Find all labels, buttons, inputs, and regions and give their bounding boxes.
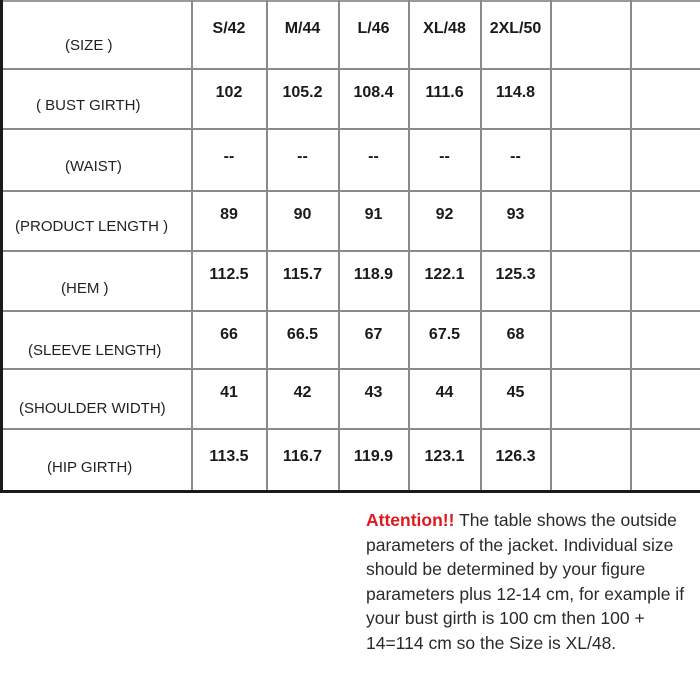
hem-label: (HEM ) [61,280,109,297]
hem-label-cell [2,251,192,311]
hip-girth-value: 113.5 [192,429,267,491]
waist-label-cell [2,129,192,191]
empty-cell [551,429,631,491]
sleeve-length-value: 66 [192,311,267,369]
shoulder-width-value: 41 [192,369,267,429]
bust-girth-label: ( BUST GIRTH) [36,97,141,114]
hip-girth-value: 126.3 [481,429,551,491]
hem-value: 125.3 [481,251,551,311]
empty-cell [551,129,631,191]
hip-girth-value: 123.1 [409,429,481,491]
empty-cell [631,129,700,191]
product-length-value: 93 [481,191,551,251]
waist-value: -- [192,129,267,191]
shoulder-width-value: 44 [409,369,481,429]
empty-cell [551,69,631,129]
empty-cell [551,369,631,429]
shoulder-width-value: 43 [339,369,409,429]
hip-girth-value: 116.7 [267,429,339,491]
sleeve-length-label-cell [2,311,192,369]
waist-value: -- [339,129,409,191]
bust-girth-value: 102 [192,69,267,129]
empty-cell [631,369,700,429]
size-value: M/44 [267,1,339,69]
size-value: L/46 [339,1,409,69]
size-value: S/42 [192,1,267,69]
size-value: XL/48 [409,1,481,69]
shoulder-width-label-cell [2,369,192,429]
attention-note [366,508,686,655]
size-value: 2XL/50 [481,1,551,69]
shoulder-width-value: 42 [267,369,339,429]
waist-row [2,129,700,191]
hip-girth-label: (HIP GIRTH) [47,459,133,476]
sleeve-length-value: 68 [481,311,551,369]
hem-row [2,251,700,311]
empty-cell [551,191,631,251]
waist-label: (WAIST) [65,158,122,175]
attention-text: The table shows the outside parameters of the jacket. Individual size should be determined by your figure parameters plus 12-14 cm, for example if your bust girth is 100 cm then 100 + 14=114 cm so the Size is XL/48. [366,510,685,653]
waist-value: -- [267,129,339,191]
empty-cell [551,1,631,69]
product-length-label-cell [2,191,192,251]
empty-cell [631,69,700,129]
product-length-value: 90 [267,191,339,251]
bust-girth-label-cell [2,69,192,129]
waist-value: -- [409,129,481,191]
hip-girth-value: 119.9 [339,429,409,491]
waist-value: -- [481,129,551,191]
size-label: (SIZE ) [65,37,113,54]
hip-girth-label-cell [2,429,192,491]
attention-label: Attention!! [366,510,455,530]
hem-value: 122.1 [409,251,481,311]
product-length-label: (PRODUCT LENGTH ) [15,218,169,235]
sleeve-length-row [2,311,700,369]
empty-cell [551,251,631,311]
product-length-row [2,191,700,251]
product-length-value: 89 [192,191,267,251]
bust-girth-value: 111.6 [409,69,481,129]
empty-cell [631,251,700,311]
empty-cell [631,191,700,251]
bust-girth-row [2,69,700,129]
size-label-cell [2,1,192,69]
shoulder-width-label: (SHOULDER WIDTH) [19,400,166,417]
sleeve-length-value: 67.5 [409,311,481,369]
empty-cell [631,1,700,69]
empty-cell [551,311,631,369]
hip-girth-row [2,429,700,491]
size-row [2,1,700,69]
shoulder-width-value: 45 [481,369,551,429]
bust-girth-value: 114.8 [481,69,551,129]
product-length-value: 91 [339,191,409,251]
hem-value: 112.5 [192,251,267,311]
product-length-value: 92 [409,191,481,251]
hem-value: 118.9 [339,251,409,311]
sleeve-length-value: 67 [339,311,409,369]
sleeve-length-label: (SLEEVE LENGTH) [28,342,162,359]
hem-value: 115.7 [267,251,339,311]
shoulder-width-row [2,369,700,429]
bust-girth-value: 108.4 [339,69,409,129]
empty-cell [631,311,700,369]
sleeve-length-value: 66.5 [267,311,339,369]
bust-girth-value: 105.2 [267,69,339,129]
empty-cell [631,429,700,491]
